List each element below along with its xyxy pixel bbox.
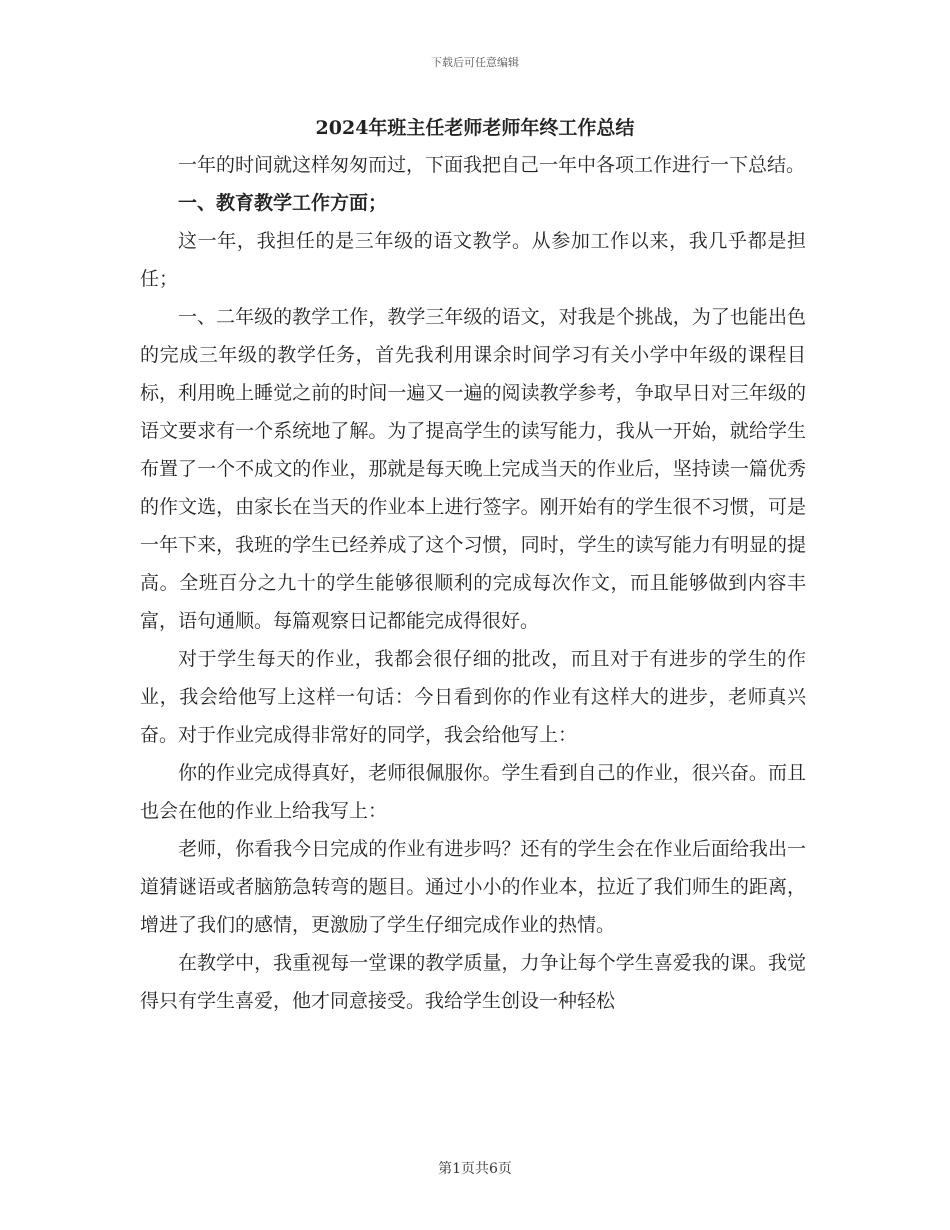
paragraph: 你的作业完成得真好，老师很佩服你。学生看到自己的作业，很兴奋。而且也会在他的作业上给我写上：: [140, 762, 806, 822]
paragraph-intro: 一年的时间就这样匆匆而过，下面我把自己一年中各项工作进行一下总结。: [178, 154, 806, 176]
paragraph: 一、二年级的教学工作，教学三年级的语文，对我是个挑战，为了也能出色的完成三年级的教学任务，首先我利用课余时间学习有关小学中年级的课程目标，利用晚上睡觉之前的时间一遍又一遍的阅读教学参考，争取早日对三年级的语文要求有一个系统地了解。为了提高学生的读写能力，我从一开始，就给学生布置了一个不成文的作业，那就是每天晚上完成当天的作业后，坚持读一篇优秀的作文选，由家长在当天的作业本上进行签字。刚开始有的学生很不习惯，可是一年下来，我班的学生已经养成了这个习惯，同时，学生的读写能力有明显的提高。全班百分之九十的学生能够很顺利的完成每次作文，而且能够做到内容丰富，语句通顺。每篇观察日记都能完成得很好。: [140, 306, 806, 632]
paragraph: 对于学生每天的作业，我都会很仔细的批改，而且对于有进步的学生的作业，我会给他写上这样一句话：今日看到你的作业有这样大的进步，老师真兴奋。对于作业完成得非常好的同学，我会给他写上：: [140, 648, 806, 746]
page-number: 第1页共6页: [438, 1161, 512, 1177]
paragraph: 在教学中，我重视每一堂课的教学质量，力争让每个学生喜爱我的课。我觉得只有学生喜爱，他才同意接受。我给学生创设一种轻松: [140, 952, 806, 1012]
paragraph: 老师，你看我今日完成的作业有进步吗？还有的学生会在作业后面给我出一道猜谜语或者脑筋急转弯的题目。通过小小的作业本，拉近了我们师生的距离，增进了我们的感情，更激励了学生仔细完成作业的热情。: [140, 838, 806, 936]
document-title: 2024年班主任老师老师年终工作总结: [315, 117, 635, 139]
paragraph: 这一年，我担任的是三年级的语文教学。从参加工作以来，我几乎都是担任；: [140, 230, 806, 290]
section-heading: 一、教育教学工作方面；: [178, 192, 388, 214]
page-header-note: 下载后可任意编辑: [431, 56, 519, 69]
document-body: [140, 146, 806, 1020]
